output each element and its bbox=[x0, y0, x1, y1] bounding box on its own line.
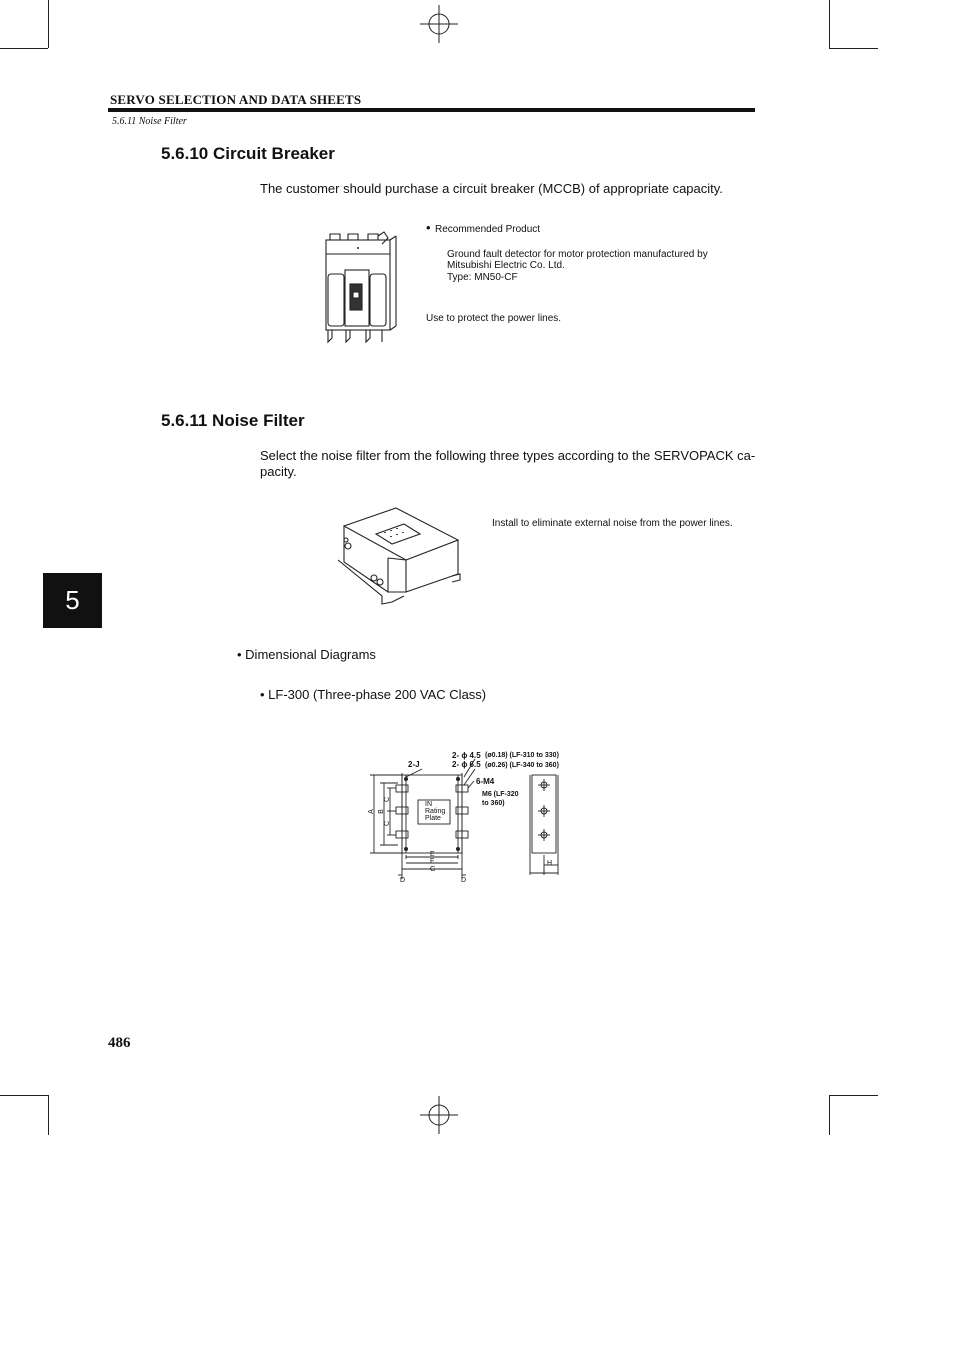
dim-d-left: D bbox=[400, 877, 406, 884]
crop-mark bbox=[48, 1095, 49, 1135]
m6-label-line2: to 360) bbox=[482, 800, 505, 807]
m6-label-line1: M6 (LF-320 bbox=[482, 791, 519, 798]
hole-label-1: 2- ϕ 4.5 bbox=[452, 751, 481, 760]
page-number: 486 bbox=[108, 1035, 131, 1051]
noise-filter-intro-line1: Select the noise filter from the following three types according to the SERVOPACK ca- bbox=[260, 448, 756, 463]
crop-mark bbox=[829, 48, 878, 49]
rating-plate-text-3: Plate bbox=[425, 815, 441, 822]
registration-mark-bottom bbox=[420, 1096, 458, 1134]
running-subheader: 5.6.11 Noise Filter bbox=[112, 116, 187, 127]
chapter-tab: 5 bbox=[43, 573, 102, 628]
noise-filter-usage: Install to eliminate external noise from the power lines. bbox=[492, 518, 733, 529]
running-header: SERVO SELECTION AND DATA SHEETS bbox=[110, 92, 362, 107]
dim-e: E bbox=[430, 851, 435, 858]
section-heading-noise-filter: 5.6.11 Noise Filter bbox=[161, 411, 305, 430]
crop-mark bbox=[829, 1095, 830, 1135]
recommended-product-line1: Ground fault detector for motor protection manufactured by bbox=[447, 249, 708, 260]
dimensional-diagrams-bullet: • Dimensional Diagrams bbox=[237, 647, 376, 662]
hole-label-2: 2- ϕ 6.5 bbox=[452, 760, 481, 769]
lf300-bullet: • LF-300 (Three-phase 200 VAC Class) bbox=[260, 687, 487, 702]
hole-note-1: (ø0.18) (LF-310 to 330) bbox=[485, 752, 559, 759]
crop-mark bbox=[48, 0, 49, 48]
j-label: 2-J bbox=[408, 760, 420, 769]
section-heading-circuit-breaker: 5.6.10 Circuit Breaker bbox=[161, 144, 335, 163]
recommended-product-label: Recommended Product bbox=[435, 224, 541, 235]
crop-mark bbox=[0, 1095, 48, 1096]
recommended-product-line2: Mitsubishi Electric Co. Ltd. bbox=[447, 260, 565, 271]
noise-filter-intro-line2: pacity. bbox=[260, 464, 297, 479]
crop-mark bbox=[829, 1095, 878, 1096]
recommended-product-line3: Type: MN50-CF bbox=[447, 272, 518, 283]
circuit-breaker-usage: Use to protect the power lines. bbox=[426, 313, 562, 324]
hole-note-2: (ø0.26) (LF-340 to 360) bbox=[485, 762, 559, 769]
rating-plate-text-2: Rating bbox=[425, 808, 446, 815]
circuit-breaker-intro: The customer should purchase a circuit breaker (MCCB) of appropriate capacity. bbox=[260, 181, 723, 196]
bullet-dot: • bbox=[426, 220, 431, 235]
crop-mark bbox=[829, 0, 830, 48]
dim-h: H bbox=[547, 860, 553, 867]
dim-b: B bbox=[377, 809, 385, 814]
dim-c-upper: C bbox=[384, 796, 392, 803]
noise-filter-illustration bbox=[334, 506, 464, 608]
dim-d-right: D bbox=[461, 877, 467, 884]
crop-mark bbox=[0, 48, 48, 49]
rating-plate-text-1: IN bbox=[425, 801, 432, 808]
dim-a: A bbox=[367, 809, 375, 814]
registration-mark-top bbox=[420, 5, 458, 43]
m4-label: 6-M4 bbox=[476, 777, 495, 786]
dim-g: G bbox=[430, 866, 436, 873]
dim-c-lower: C bbox=[384, 820, 392, 827]
dim-i: I bbox=[543, 869, 545, 876]
circuit-breaker-illustration bbox=[318, 230, 398, 348]
header-rule bbox=[108, 108, 755, 112]
dim-f: F bbox=[430, 858, 435, 865]
